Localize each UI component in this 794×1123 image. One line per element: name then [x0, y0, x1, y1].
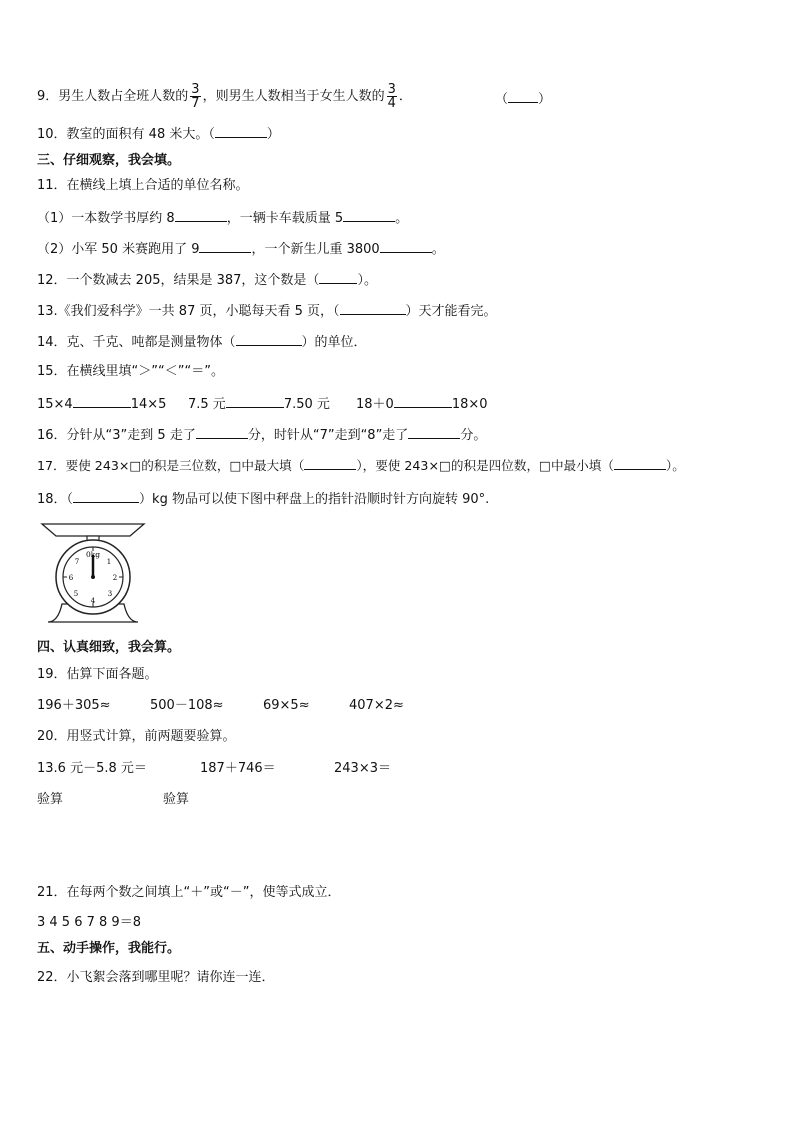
- pointer-pivot: [91, 575, 95, 579]
- q9-middle: ，则男生人数相当于女生人数的: [202, 89, 385, 104]
- answer-blank[interactable]: [236, 332, 302, 346]
- answer-blank[interactable]: [319, 270, 357, 284]
- dial-number: 4: [90, 597, 96, 605]
- question-22: 22．小飞絮会落到哪里呢？请你连一连．: [37, 970, 275, 985]
- q15-expression-1: 15×4 14×5: [37, 394, 166, 414]
- question-14: 14．克、千克、吨都是测量物体（ ）的单位．: [37, 332, 367, 352]
- answer-blank[interactable]: [508, 89, 538, 103]
- answer-blank[interactable]: [394, 394, 452, 408]
- question-15: 15．在横线里填“＞”“＜”“＝”。: [37, 364, 224, 379]
- q19-expression-3: 69×5≈: [263, 698, 310, 713]
- scale-tray: [42, 524, 144, 536]
- answer-blank[interactable]: [408, 425, 460, 439]
- answer-blank[interactable]: [73, 489, 139, 503]
- q9-suffix: ．: [398, 89, 412, 104]
- question-12: 12．一个数减去 205，结果是 387，这个数是（ ）。: [37, 270, 377, 290]
- question-11-part-2: （2）小军 50 米赛跑用了 9 ，一个新生儿重 3800 。: [37, 239, 445, 259]
- section-5-heading: 五、动手操作，我能行。: [37, 941, 181, 956]
- question-11-part-1: （1）一本数学书厚约 8 ，一辆卡车载质量 5 。: [37, 208, 408, 228]
- q20-expression-1: 13.6 元－5.8 元＝: [37, 761, 147, 776]
- fraction-3-7: $\frac{3}{7}$: [191, 82, 200, 111]
- dial-number: 2: [112, 574, 118, 582]
- dial-number: 3: [107, 590, 113, 598]
- answer-blank[interactable]: [340, 301, 406, 315]
- question-16: 16．分针从“3”走到 5 走了 分，时针从“7”走到“8”走了 分。: [37, 425, 486, 445]
- section-3-heading: 三、仔细观察，我会填。: [37, 153, 181, 168]
- answer-blank[interactable]: [343, 208, 395, 222]
- dial-label-0kg: 0kg: [85, 550, 101, 559]
- dial-number: 7: [74, 558, 80, 566]
- question-20: 20．用竖式计算，前两题要验算。: [37, 729, 236, 744]
- answer-blank[interactable]: [199, 239, 251, 253]
- question-21: 21．在每两个数之间填上“＋”或“－”，使等式成立．: [37, 885, 341, 900]
- question-11: 11．在横线上填上合适的单位名称。: [37, 178, 249, 193]
- question-9: [37, 83, 412, 110]
- answer-blank[interactable]: [175, 208, 227, 222]
- q21-expression: 3 4 5 6 7 8 9＝8: [37, 915, 141, 930]
- q15-expression-2: 7.5 元 7.50 元: [188, 394, 330, 414]
- q19-expression-1: 196＋305≈: [37, 698, 111, 713]
- section-4-heading: 四、认真细致，我会算。: [37, 640, 181, 655]
- answer-blank[interactable]: [215, 124, 267, 138]
- scale-drawing: [40, 522, 146, 624]
- question-13: 13.《我们爱科学》一共 87 页，小聪每天看 5 页，（ ）天才能看完。: [37, 301, 497, 321]
- q15-expression-3: 18＋0 18×0: [356, 394, 488, 414]
- answer-blank[interactable]: [196, 425, 248, 439]
- q20-check-1: 验算: [37, 792, 64, 807]
- q9-answer[interactable]: （ ）: [495, 89, 551, 109]
- q20-expression-2: 187＋746＝: [200, 761, 276, 776]
- dial-number: 6: [68, 574, 74, 582]
- q9-prefix: 9．男生人数占全班人数的: [37, 89, 189, 104]
- answer-blank[interactable]: [380, 239, 432, 253]
- q20-check-2: 验算: [163, 792, 190, 807]
- answer-blank[interactable]: [614, 456, 666, 470]
- fraction-3-4: $\frac{3}{4}$: [387, 82, 396, 111]
- dial-number: 5: [73, 590, 79, 598]
- q19-expression-4: 407×2≈: [349, 698, 404, 713]
- q19-expression-2: 500－108≈: [150, 698, 224, 713]
- dial-number: 1: [106, 558, 112, 566]
- q20-expression-3: 243×3＝: [334, 761, 391, 776]
- question-10: 10．教室的面积有 48 米大。（ ）: [37, 124, 280, 144]
- question-18: 18．（ ）kg 物品可以使下图中秤盘上的指针沿顺时针方向旋转 90°.: [37, 489, 489, 509]
- answer-blank[interactable]: [73, 394, 131, 408]
- question-19: 19．估算下面各题。: [37, 667, 158, 682]
- answer-blank[interactable]: [226, 394, 284, 408]
- question-17: 17．要使 243×□的积是三位数，□中最大填（ ），要使 243×□的积是四位数，□中最小填（ ）。: [37, 458, 685, 473]
- weighing-scale-illustration: [40, 522, 146, 624]
- answer-blank[interactable]: [304, 456, 356, 470]
